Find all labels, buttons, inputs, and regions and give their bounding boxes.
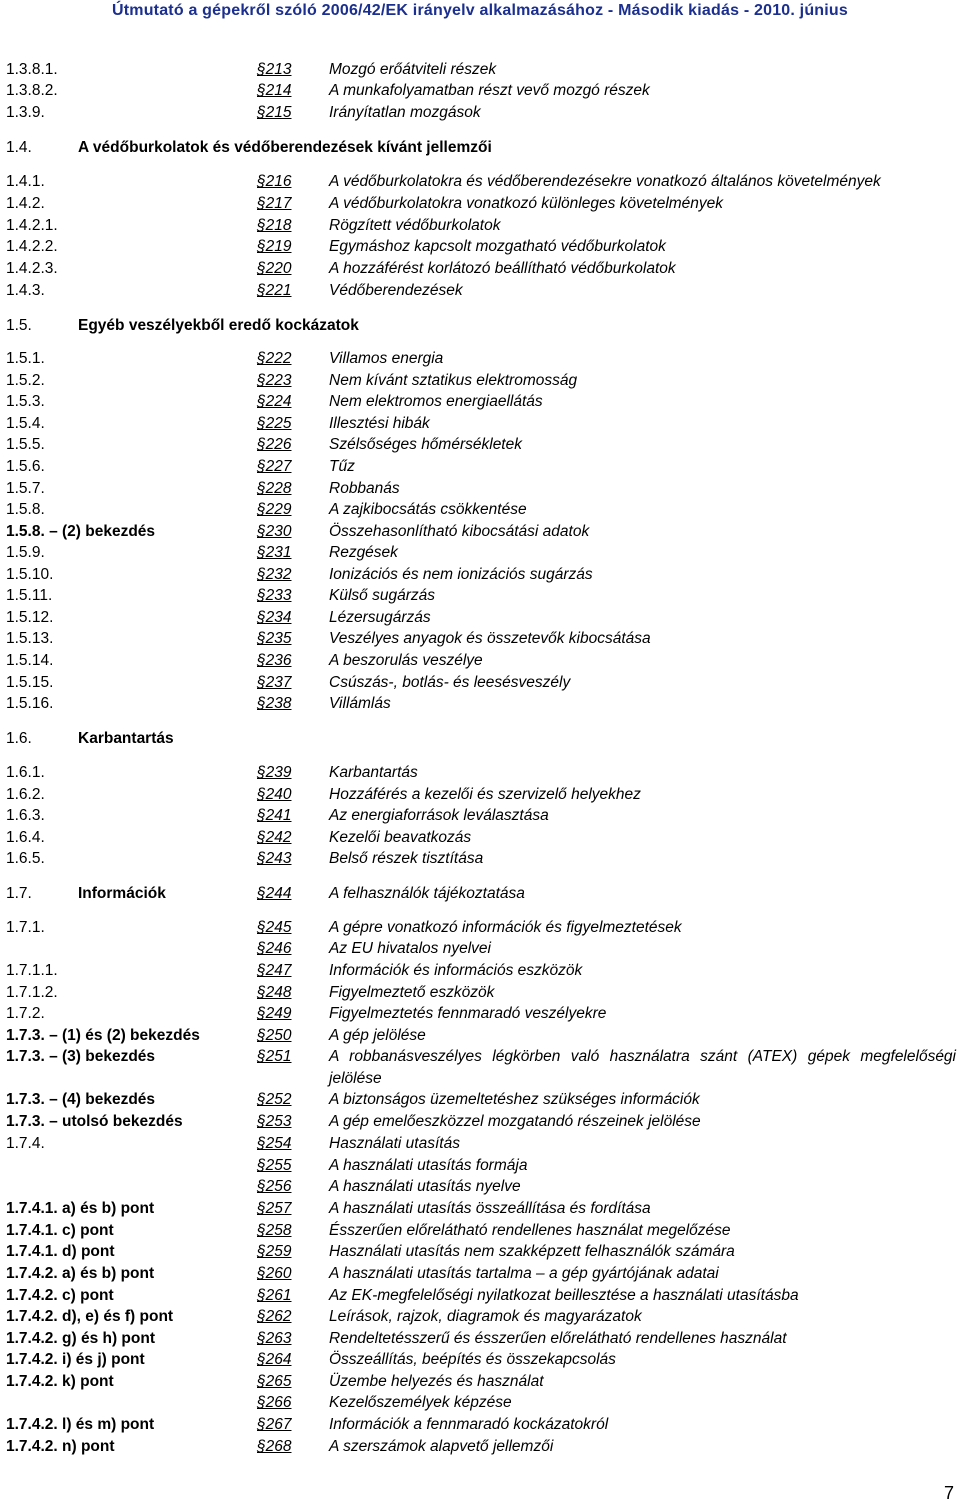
entry-title: Mozgó erőátviteli részek <box>329 61 497 78</box>
entry-title: A munkafolyamatban részt vevő mozgó részek <box>329 82 650 99</box>
paragraph-link[interactable]: §232 <box>257 566 292 583</box>
toc-entry <box>0 1156 960 1176</box>
section-number: 1.5. <box>6 317 32 334</box>
entry-title: A használati utasítás összeállítása és fordítása <box>329 1200 651 1217</box>
section-number: 1.6.4. <box>6 829 45 846</box>
section-title: Egyéb veszélyekből eredő kockázatok <box>78 317 359 334</box>
entry-title: Kezelőszemélyek képzése <box>329 1394 512 1411</box>
entry-title: Robbanás <box>329 480 400 497</box>
section-number: 1.5.10. <box>6 566 54 583</box>
toc-entry <box>0 849 960 869</box>
toc-entry <box>0 392 960 412</box>
entry-title: A gép emelőeszközzel mozgatandó részeinek jelölése <box>329 1113 701 1130</box>
toc-entry <box>0 828 960 848</box>
section-number: 1.6.5. <box>6 850 45 867</box>
paragraph-link[interactable]: §227 <box>257 458 292 475</box>
paragraph-link[interactable]: §265 <box>257 1373 292 1390</box>
entry-title: Illesztési hibák <box>329 415 430 432</box>
entry-title: Lézersugárzás <box>329 609 431 626</box>
section-number: 1.3.8.1. <box>6 61 58 78</box>
entry-title: Üzembe helyezés és használat <box>329 1373 544 1390</box>
entry-title: A gép jelölése <box>329 1027 426 1044</box>
entry-title: Szélsőséges hőmérsékletek <box>329 436 522 453</box>
entry-title: Veszélyes anyagok és összetevők kibocsátása <box>329 630 651 647</box>
toc-entry <box>0 457 960 477</box>
toc-entry <box>0 349 960 369</box>
entry-title: Ésszerűen előrelátható rendellenes használat megelőzése <box>329 1222 731 1239</box>
paragraph-link[interactable]: §230 <box>257 523 292 540</box>
section-number: 1.7.4.2. a) és b) pont <box>6 1265 155 1282</box>
toc-entry <box>0 81 960 101</box>
section-number: 1.4. <box>6 139 32 156</box>
toc-entry <box>0 1112 960 1132</box>
section-number: 1.4.1. <box>6 173 45 190</box>
section-number: 1.7.4.2. c) pont <box>6 1287 114 1304</box>
entry-title: Összeállítás, beépítés és összekapcsolás <box>329 1351 616 1368</box>
paragraph-link[interactable]: §246 <box>257 940 292 957</box>
entry-title: A használati utasítás formája <box>329 1157 528 1174</box>
toc-entry <box>0 60 960 80</box>
toc-entry <box>0 500 960 520</box>
paragraph-link[interactable]: §240 <box>257 786 292 803</box>
paragraph-link[interactable]: §252 <box>257 1091 292 1108</box>
toc-entry <box>0 1047 960 1067</box>
toc-entry <box>0 237 960 257</box>
paragraph-link[interactable]: §236 <box>257 652 292 669</box>
section-number: 1.7.4.2. i) és j) pont <box>6 1351 145 1368</box>
entry-title: A hozzáférést korlátozó beállítható védőburkolatok <box>329 260 676 277</box>
toc-entry <box>0 1177 960 1197</box>
paragraph-link[interactable]: §231 <box>257 544 292 561</box>
paragraph-link[interactable]: §215 <box>257 104 292 121</box>
toc-entry <box>0 939 960 959</box>
toc-entry <box>0 103 960 123</box>
paragraph-link[interactable]: §241 <box>257 807 292 824</box>
entry-title: A beszorulás veszélye <box>329 652 483 669</box>
entry-title: Rezgések <box>329 544 398 561</box>
section-number: 1.7.3. – (3) bekezdés <box>6 1048 156 1065</box>
toc-entry <box>0 918 960 938</box>
paragraph-link[interactable]: §219 <box>257 238 292 255</box>
section-number: 1.5.11. <box>6 587 53 604</box>
toc-entry <box>0 1221 960 1241</box>
section-number: 1.6.3. <box>6 807 45 824</box>
entry-title: A robbanásveszélyes légkörben való használatra szánt (ATEX) gépek megfelelőségi <box>329 1048 956 1065</box>
section-number: 1.5.12. <box>6 609 54 626</box>
toc-entry <box>0 629 960 649</box>
toc-entry <box>0 281 960 301</box>
toc-entry <box>0 1242 960 1262</box>
toc-entry <box>0 216 960 236</box>
paragraph-link[interactable]: §213 <box>257 61 292 78</box>
entry-title: Csúszás-, botlás- és leesésveszély <box>329 674 571 691</box>
entry-title: Külső sugárzás <box>329 587 435 604</box>
entry-title: Ionizációs és nem ionizációs sugárzás <box>329 566 593 583</box>
toc-entry-continuation <box>0 1069 960 1089</box>
paragraph-link[interactable]: §267 <box>257 1416 292 1433</box>
section-number: 1.7.3. – (1) és (2) bekezdés <box>6 1027 200 1044</box>
paragraph-link[interactable]: §222 <box>257 350 292 367</box>
paragraph-link[interactable]: §233 <box>257 587 292 604</box>
section-number: 1.5.2. <box>6 372 45 389</box>
paragraph-link[interactable]: §242 <box>257 829 292 846</box>
section-number: 1.6. <box>6 730 32 747</box>
toc-entry <box>0 172 960 192</box>
entry-title-continuation: jelölése <box>329 1070 382 1087</box>
entry-title: Az EU hivatalos nyelvei <box>329 940 491 957</box>
paragraph-link[interactable]: §255 <box>257 1157 292 1174</box>
paragraph-link[interactable]: §220 <box>257 260 292 277</box>
entry-title: Rendeltetésszerű és ésszerűen előrelátható rendellenes használat <box>329 1330 787 1347</box>
section-number: 1.7.1.2. <box>6 984 58 1001</box>
section-number: 1.5.7. <box>6 480 45 497</box>
toc-entry <box>0 435 960 455</box>
toc-entry <box>0 806 960 826</box>
toc-entry <box>0 961 960 981</box>
paragraph-link[interactable]: §251 <box>257 1048 292 1065</box>
section-number: 1.4.3. <box>6 282 45 299</box>
entry-title: Nem elektromos energiaellátás <box>329 393 543 410</box>
paragraph-link[interactable]: §253 <box>257 1113 292 1130</box>
section-number: 1.4.2.3. <box>6 260 58 277</box>
paragraph-link[interactable]: §266 <box>257 1394 292 1411</box>
entry-title: Figyelmeztetés fennmaradó veszélyekre <box>329 1005 607 1022</box>
toc-entry <box>0 1393 960 1413</box>
toc-entry <box>0 1004 960 1024</box>
entry-title: Az energiaforrások leválasztása <box>329 807 549 824</box>
paragraph-link[interactable]: §254 <box>257 1135 292 1152</box>
section-number: 1.6.1. <box>6 764 45 781</box>
paragraph-link[interactable]: §261 <box>257 1287 292 1304</box>
section-number: 1.7.2. <box>6 1005 45 1022</box>
toc-entry <box>0 543 960 563</box>
entry-title: Figyelmeztető eszközök <box>329 984 495 1001</box>
section-number: 1.7.1. <box>6 919 45 936</box>
section-number: 1.7.4.2. d), e) és f) pont <box>6 1308 174 1325</box>
paragraph-link[interactable]: §262 <box>257 1308 292 1325</box>
toc-entry <box>0 1437 960 1457</box>
entry-title: Információk és információs eszközök <box>329 962 583 979</box>
entry-title: Tűz <box>329 458 355 475</box>
toc-entry <box>0 194 960 214</box>
toc-entry <box>0 259 960 279</box>
section-number: 1.7.3. – (4) bekezdés <box>6 1091 156 1108</box>
paragraph-link[interactable]: §247 <box>257 962 292 979</box>
toc-entry <box>0 1026 960 1046</box>
paragraph-link[interactable]: §250 <box>257 1027 292 1044</box>
section-heading-row <box>0 138 960 158</box>
page-header: Útmutató a gépekről szóló 2006/42/EK irányelv alkalmazásához - Második kiadás - 2010. június <box>111 2 848 19</box>
entry-title: Nem kívánt sztatikus elektromosság <box>329 372 578 389</box>
toc-entry <box>0 1264 960 1284</box>
entry-title: Irányítatlan mozgások <box>329 104 481 121</box>
toc-entry <box>0 673 960 693</box>
section-number: 1.4.2.2. <box>6 238 58 255</box>
paragraph-link[interactable]: §259 <box>257 1243 292 1260</box>
toc-entry <box>0 371 960 391</box>
toc-entry <box>0 1286 960 1306</box>
toc-entry <box>0 785 960 805</box>
toc-entry <box>0 1307 960 1327</box>
toc-entry <box>0 651 960 671</box>
paragraph-link[interactable]: §258 <box>257 1222 292 1239</box>
section-number: 1.6.2. <box>6 786 45 803</box>
section-number: 1.7.4.1. d) pont <box>6 1243 115 1260</box>
entry-title: A védőburkolatokra vonatkozó különleges követelmények <box>329 195 724 212</box>
paragraph-link[interactable]: §216 <box>257 173 292 190</box>
toc-entry <box>0 763 960 783</box>
entry-title: Karbantartás <box>329 764 418 781</box>
paragraph-link[interactable]: §237 <box>257 674 292 691</box>
paragraph-link[interactable]: §257 <box>257 1200 292 1217</box>
toc-entry <box>0 522 960 542</box>
toc-entry <box>0 565 960 585</box>
section-number: 1.7.1.1. <box>6 962 58 979</box>
entry-title: Leírások, rajzok, diagramok és magyarázatok <box>329 1308 642 1325</box>
paragraph-link[interactable]: §239 <box>257 764 292 781</box>
paragraph-link[interactable]: §234 <box>257 609 292 626</box>
entry-title: Használati utasítás <box>329 1135 460 1152</box>
entry-title: A használati utasítás nyelve <box>329 1178 521 1195</box>
section-heading-row <box>0 316 960 336</box>
entry-title: Az EK-megfelelőségi nyilatkozat beillesztése a használati utasításba <box>329 1287 799 1304</box>
paragraph-link[interactable]: §223 <box>257 372 292 389</box>
paragraph-link[interactable]: §245 <box>257 919 292 936</box>
section-number: 1.5.3. <box>6 393 45 410</box>
section-heading-row <box>0 729 960 749</box>
entry-title: A védőburkolatokra és védőberendezésekre vonatkozó általános követelmények <box>329 173 881 190</box>
paragraph-link[interactable]: §235 <box>257 630 292 647</box>
toc-entry <box>0 1090 960 1110</box>
entry-title: Hozzáférés a kezelői és szervizelő helyekhez <box>329 786 641 803</box>
section-number: 1.7. <box>6 885 32 902</box>
paragraph-link[interactable]: §228 <box>257 480 292 497</box>
paragraph-link[interactable]: §248 <box>257 984 292 1001</box>
section-number: 1.5.15. <box>6 674 54 691</box>
paragraph-link[interactable]: §256 <box>257 1178 292 1195</box>
section-number: 1.7.4.2. l) és m) pont <box>6 1416 155 1433</box>
section-number: 1.4.2. <box>6 195 45 212</box>
paragraph-link[interactable]: §224 <box>257 393 292 410</box>
entry-title: Rögzített védőburkolatok <box>329 217 501 234</box>
entry-title: Belső részek tisztítása <box>329 850 484 867</box>
toc-entry <box>0 1329 960 1349</box>
entry-title: A felhasználók tájékoztatása <box>329 885 525 902</box>
toc-entry <box>0 694 960 714</box>
toc-entry <box>0 479 960 499</box>
paragraph-link[interactable]: §217 <box>257 195 292 212</box>
section-number: 1.7.4.1. a) és b) pont <box>6 1200 155 1217</box>
entry-title: Villámlás <box>329 695 391 712</box>
paragraph-link[interactable]: §225 <box>257 415 292 432</box>
entry-title: Villamos energia <box>329 350 444 367</box>
entry-title: Egymáshoz kapcsolt mozgatható védőburkolatok <box>329 238 666 255</box>
entry-title: A gépre vonatkozó információk és figyelmeztetések <box>329 919 682 936</box>
section-number: 1.5.8. <box>6 501 45 518</box>
paragraph-link[interactable]: §229 <box>257 501 292 518</box>
paragraph-link[interactable]: §243 <box>257 850 292 867</box>
section-number: 1.5.14. <box>6 652 54 669</box>
section-number: 1.5.4. <box>6 415 45 432</box>
section-number: 1.3.9. <box>6 104 45 121</box>
toc-entry <box>0 1415 960 1435</box>
section-number: 1.7.4.2. n) pont <box>6 1438 115 1455</box>
paragraph-link[interactable]: §260 <box>257 1265 292 1282</box>
entry-title: A biztonságos üzemeltetéshez szükséges információk <box>329 1091 700 1108</box>
section-number: 1.5.8. – (2) bekezdés <box>6 523 156 540</box>
section-title: A védőburkolatok és védőberendezések kívánt jellemzői <box>78 139 492 156</box>
section-number: 1.7.4.2. k) pont <box>6 1373 114 1390</box>
paragraph-link[interactable]: §226 <box>257 436 292 453</box>
section-number: 1.7.3. – utolsó bekezdés <box>6 1113 183 1130</box>
toc-entry <box>0 983 960 1003</box>
section-number: 1.5.16. <box>6 695 54 712</box>
section-number: 1.7.4.1. c) pont <box>6 1222 114 1239</box>
toc-entry <box>0 414 960 434</box>
paragraph-link[interactable]: §244 <box>257 885 292 902</box>
entry-title: Védőberendezések <box>329 282 463 299</box>
section-number: 1.5.9. <box>6 544 45 561</box>
paragraph-link[interactable]: §214 <box>257 82 292 99</box>
section-number: 1.5.1. <box>6 350 45 367</box>
page-number: 7 <box>944 1483 955 1503</box>
paragraph-link[interactable]: §263 <box>257 1330 292 1347</box>
toc-entry <box>0 1134 960 1154</box>
paragraph-link[interactable]: §264 <box>257 1351 292 1368</box>
toc-entry <box>0 1372 960 1392</box>
toc-entry <box>0 586 960 606</box>
toc-entry <box>0 1199 960 1219</box>
entry-title: A használati utasítás tartalma – a gép gyártójának adatai <box>329 1265 719 1282</box>
section-heading-row <box>0 884 960 904</box>
entry-title: Kezelői beavatkozás <box>329 829 472 846</box>
entry-title: A zajkibocsátás csökkentése <box>329 501 527 518</box>
toc-entry <box>0 608 960 628</box>
section-number: 1.5.5. <box>6 436 45 453</box>
toc-entry <box>0 1350 960 1370</box>
entry-title: Összehasonlítható kibocsátási adatok <box>329 523 590 540</box>
paragraph-link[interactable]: §221 <box>257 282 292 299</box>
paragraph-link[interactable]: §218 <box>257 217 292 234</box>
section-title: Információk <box>78 885 166 902</box>
section-number: 1.4.2.1. <box>6 217 58 234</box>
section-number: 1.5.13. <box>6 630 54 647</box>
section-number: 1.3.8.2. <box>6 82 58 99</box>
section-number: 1.7.4. <box>6 1135 45 1152</box>
paragraph-link[interactable]: §268 <box>257 1438 292 1455</box>
paragraph-link[interactable]: §249 <box>257 1005 292 1022</box>
entry-title: Információk a fennmaradó kockázatokról <box>329 1416 609 1433</box>
section-number: 1.7.4.2. g) és h) pont <box>6 1330 155 1347</box>
section-number: 1.5.6. <box>6 458 45 475</box>
entry-title: A szerszámok alapvető jellemzői <box>329 1438 554 1455</box>
entry-title: Használati utasítás nem szakképzett felhasználók számára <box>329 1243 735 1260</box>
section-title: Karbantartás <box>78 730 174 747</box>
paragraph-link[interactable]: §238 <box>257 695 292 712</box>
